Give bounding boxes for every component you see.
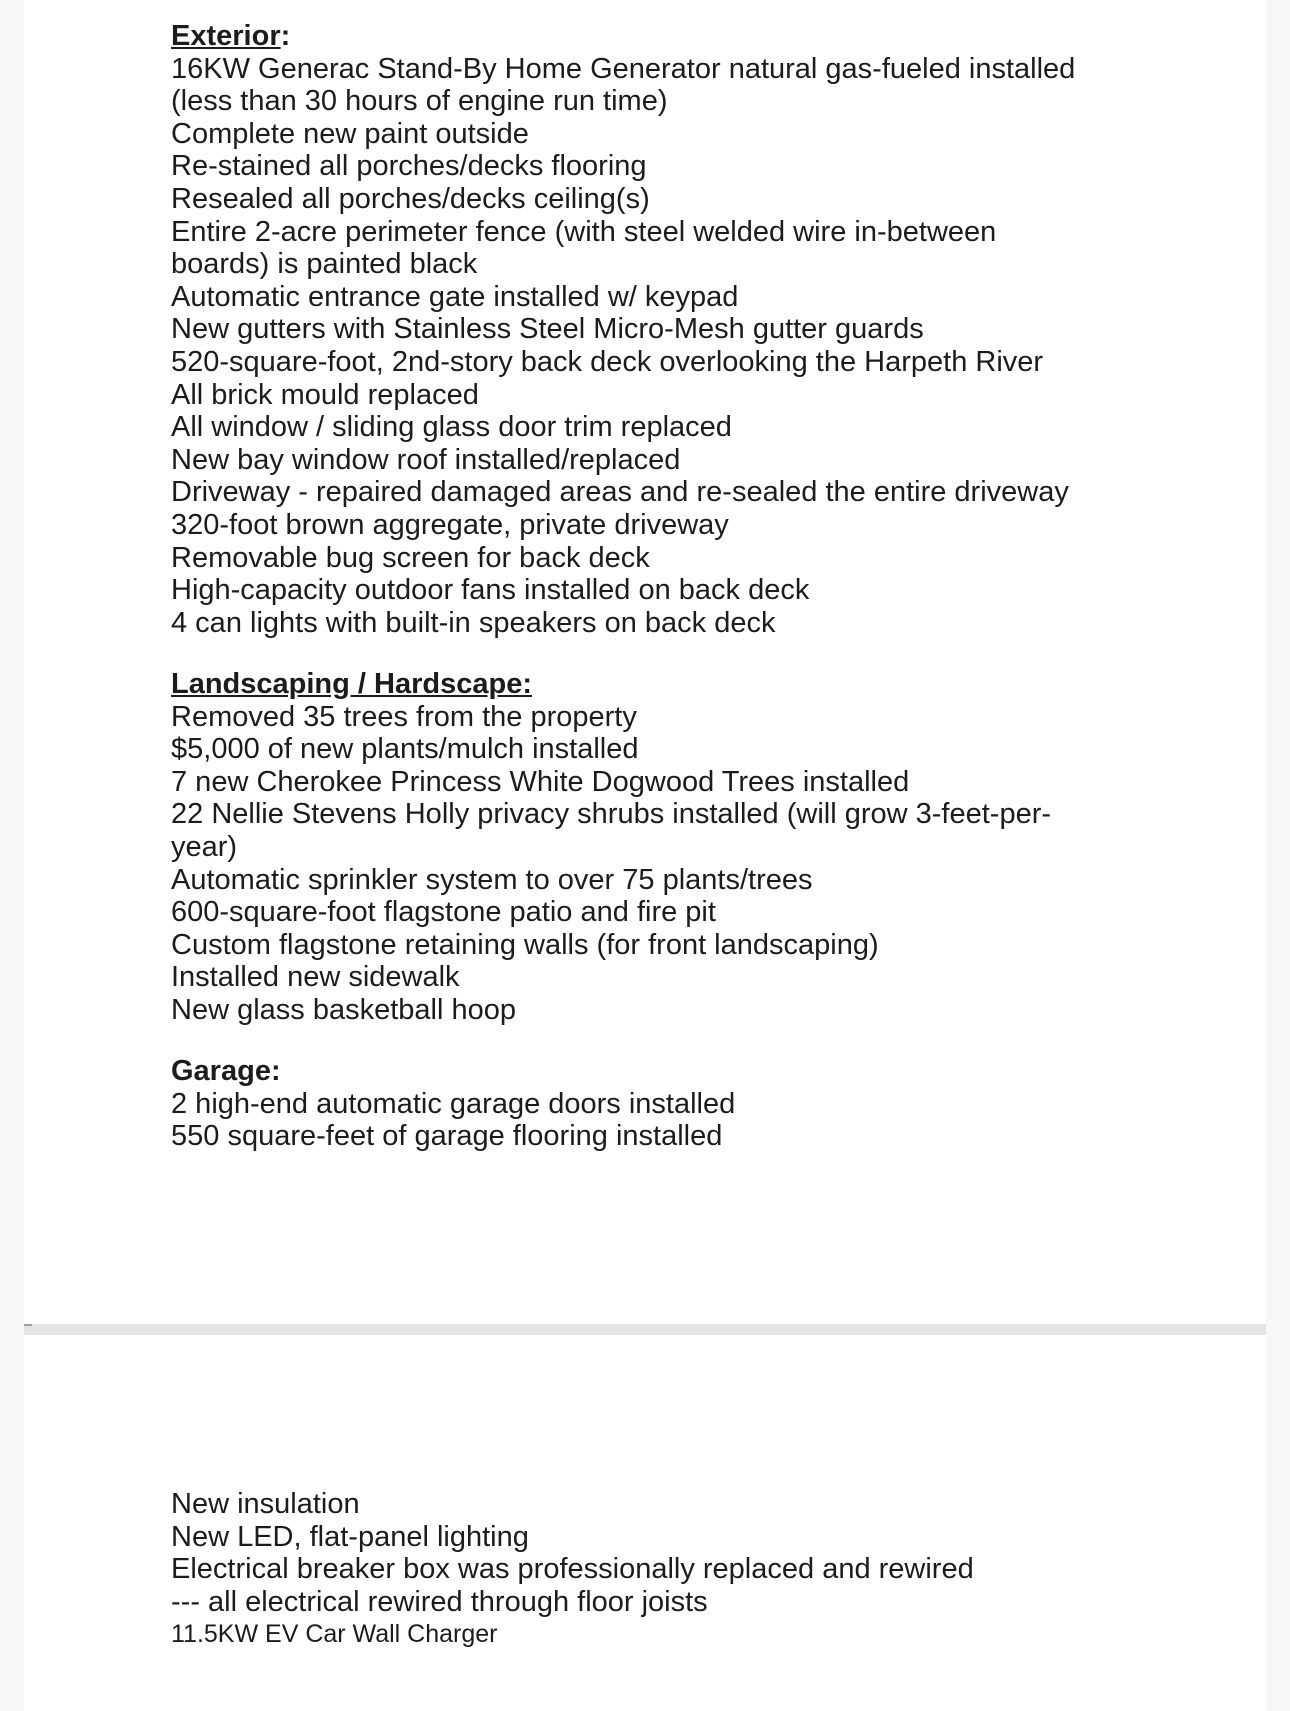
exterior-item: Resealed all porches/decks ceiling(s) <box>171 182 650 215</box>
exterior-item: 520-square-foot, 2nd-story back deck overlooking the Harpeth River <box>171 345 1044 378</box>
exterior-heading-colon: : <box>280 20 291 52</box>
exterior-heading-text: Exterior <box>171 20 281 52</box>
exterior-item: Removable bug screen for back deck <box>171 541 650 574</box>
landscaping-item: Removed 35 trees from the property <box>171 700 637 733</box>
interior-item: Electrical breaker box was professionally replaced and rewired <box>171 1553 974 1586</box>
exterior-item: Complete new paint outside <box>171 117 529 150</box>
exterior-heading <box>171 20 1231 53</box>
exterior-item: High-capacity outdoor fans installed on back deck <box>171 574 810 607</box>
page-separator <box>24 1324 1266 1335</box>
garage-heading: Garage: <box>171 1055 281 1087</box>
landscaping-item: Installed new sidewalk <box>171 961 460 994</box>
landscaping-heading-text: Landscaping / Hardscape: <box>171 668 532 700</box>
exterior-section <box>171 20 1231 639</box>
landscaping-section <box>171 668 1231 1027</box>
landscaping-item: $5,000 of new plants/mulch installed <box>171 733 639 766</box>
exterior-item: boards) is painted black <box>171 248 478 281</box>
garage-section <box>171 1055 1231 1153</box>
interior-item: --- all electrical rewired through floor joists <box>171 1585 708 1618</box>
landscaping-item: New glass basketball hoop <box>171 993 516 1026</box>
exterior-item: All brick mould replaced <box>171 378 479 411</box>
interior-item-ev-charger: 11.5KW EV Car Wall Charger <box>171 1620 498 1649</box>
exterior-item: New bay window roof installed/replaced <box>171 443 681 476</box>
landscaping-item: year) <box>171 830 238 863</box>
landscaping-item: Automatic sprinkler system to over 75 plants/trees <box>171 863 813 896</box>
landscaping-heading <box>171 668 1231 701</box>
exterior-item: New gutters with Stainless Steel Micro-Mesh gutter guards <box>171 313 924 346</box>
exterior-item: (less than 30 hours of engine run time) <box>171 85 668 118</box>
exterior-item: 320-foot brown aggregate, private driveway <box>171 508 729 541</box>
page-separator-marker <box>24 1324 32 1326</box>
exterior-item: Driveway - repaired damaged areas and re-sealed the entire driveway <box>171 476 1069 509</box>
exterior-item: Entire 2-acre perimeter fence (with steel welded wire in-between <box>171 215 997 248</box>
interior-section <box>171 1488 1231 1650</box>
exterior-item: All window / sliding glass door trim replaced <box>171 411 732 444</box>
interior-item: New LED, flat-panel lighting <box>171 1520 529 1553</box>
landscaping-item: 22 Nellie Stevens Holly privacy shrubs installed (will grow 3-feet-per- <box>171 798 1052 831</box>
garage-item: 550 square-feet of garage flooring installed <box>171 1120 723 1153</box>
landscaping-item: Custom flagstone retaining walls (for front landscaping) <box>171 928 879 961</box>
landscaping-item: 7 new Cherokee Princess White Dogwood Trees installed <box>171 765 910 798</box>
exterior-item: 16KW Generac Stand-By Home Generator natural gas-fueled installed <box>171 52 1076 85</box>
exterior-item: Re-stained all porches/decks flooring <box>171 150 647 183</box>
garage-item: 2 high-end automatic garage doors installed <box>171 1087 736 1120</box>
interior-item: New insulation <box>171 1488 360 1520</box>
exterior-item: Automatic entrance gate installed w/ keypad <box>171 280 739 313</box>
landscaping-item: 600-square-foot flagstone patio and fire pit <box>171 896 716 929</box>
exterior-item: 4 can lights with built-in speakers on back deck <box>171 606 776 639</box>
